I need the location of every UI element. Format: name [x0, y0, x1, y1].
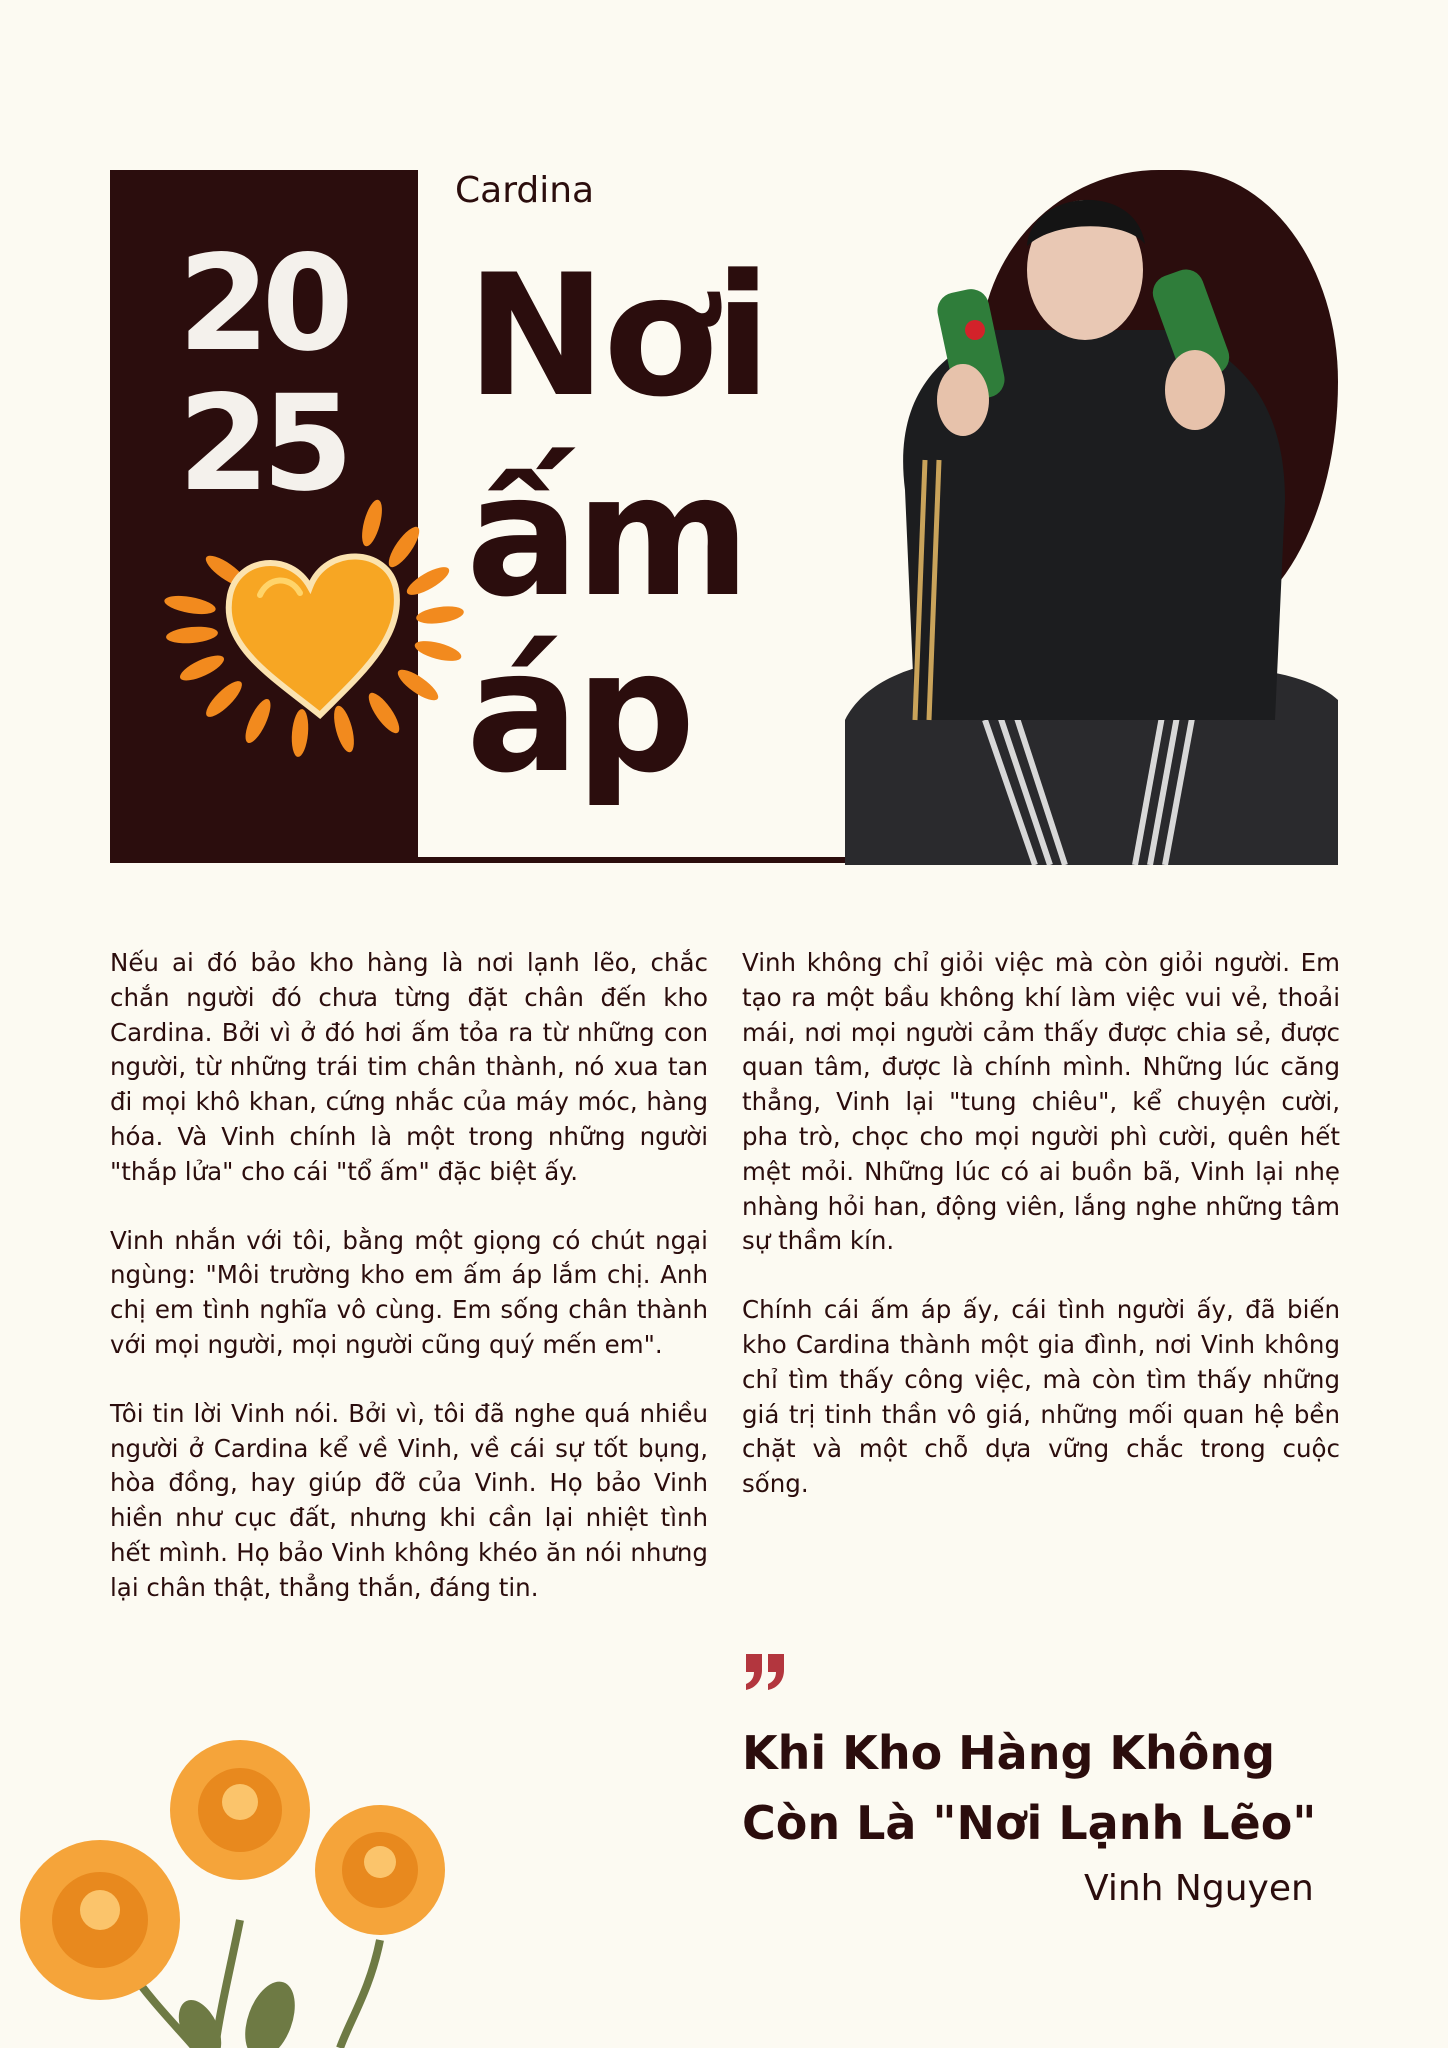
year-line-1: 20 — [178, 227, 346, 381]
quote-mark-icon — [742, 1648, 790, 1696]
title-line-3: áp — [466, 614, 692, 810]
person-photo — [835, 160, 1338, 865]
paragraph: Nếu ai đó bảo kho hàng là nơi lạnh lẽo, chắc chắn người đó chưa từng đặt chân đến kho Cardina. Bởi vì ở đó hơi ấm tỏa ra từ những con người, từ những trái tim chân thành, nó xua tan đi mọi khô khan, cứng nhắc của máy móc, hàng hóa. Và Vinh chính là một trong những người "thắp lửa" cho cái "tổ ấm" đặc biệt ấy. — [110, 948, 708, 1186]
chrysanthemum-illustration — [0, 1720, 600, 2048]
paragraph: Chính cái ấm áp ấy, cái tình người ấy, đã biến kho Cardina thành một gia đình, nơi Vinh không chỉ tìm thấy công việc, mà còn tìm thấy những giá trị tinh thần vô giá, những mối quan hệ bền chặt và một chỗ dựa vững chắc trong cuộc sống. — [742, 1295, 1340, 1499]
title-line-2: ấm — [466, 438, 747, 634]
brand-name: Cardina — [455, 170, 595, 211]
pull-quote-line: Khi Kho Hàng Không — [742, 1726, 1276, 1780]
article-column-right — [742, 946, 1340, 1536]
year-line-2: 25 — [178, 367, 346, 521]
sun-heart-illustration — [150, 485, 490, 785]
title-line-1: Nơi — [466, 238, 768, 434]
pull-quote — [742, 1718, 1362, 1858]
header-divider — [418, 857, 858, 863]
paragraph: Tôi tin lời Vinh nói. Bởi vì, tôi đã nghe quá nhiều người ở Cardina kể về Vinh, về cái sự tốt bụng, hòa đồng, hay giúp đỡ của Vinh. Họ bảo Vinh hiền như cục đất, nhưng khi cần lại nhiệt tình hết mình. Họ bảo Vinh không khéo ăn nói nhưng lại chân thật, thẳng thắn, đáng tin. — [110, 1398, 708, 1602]
pull-quote-line: Còn Là "Nơi Lạnh Lẽo" — [742, 1796, 1317, 1850]
paragraph: Vinh nhắn với tôi, bằng một giọng có chút ngại ngùng: "Môi trường kho em ấm áp lắm chị. Anh chị em tình nghĩa vô cùng. Em sống chân thành với mọi người, mọi người cũng quý mến em". — [110, 1225, 708, 1359]
article-column-left — [110, 946, 708, 1640]
heart-shape — [229, 556, 397, 715]
author-name: Vinh Nguyen — [1084, 1868, 1314, 1909]
paragraph: Vinh không chỉ giỏi việc mà còn giỏi người. Em tạo ra một bầu không khí làm việc vui vẻ, thoải mái, nơi mọi người cảm thấy được chia sẻ, được quan tâm, được là chính mình. Những lúc căng thẳng, Vinh lại "tung chiêu", kể chuyện cười, pha trò, chọc cho mọi người phì cười, quên hết mệt mỏi. Những lúc có ai buồn bã, Vinh lại nhẹ nhàng hỏi han, động viên, lắng nghe những tâm sự thầm kín. — [742, 948, 1340, 1256]
